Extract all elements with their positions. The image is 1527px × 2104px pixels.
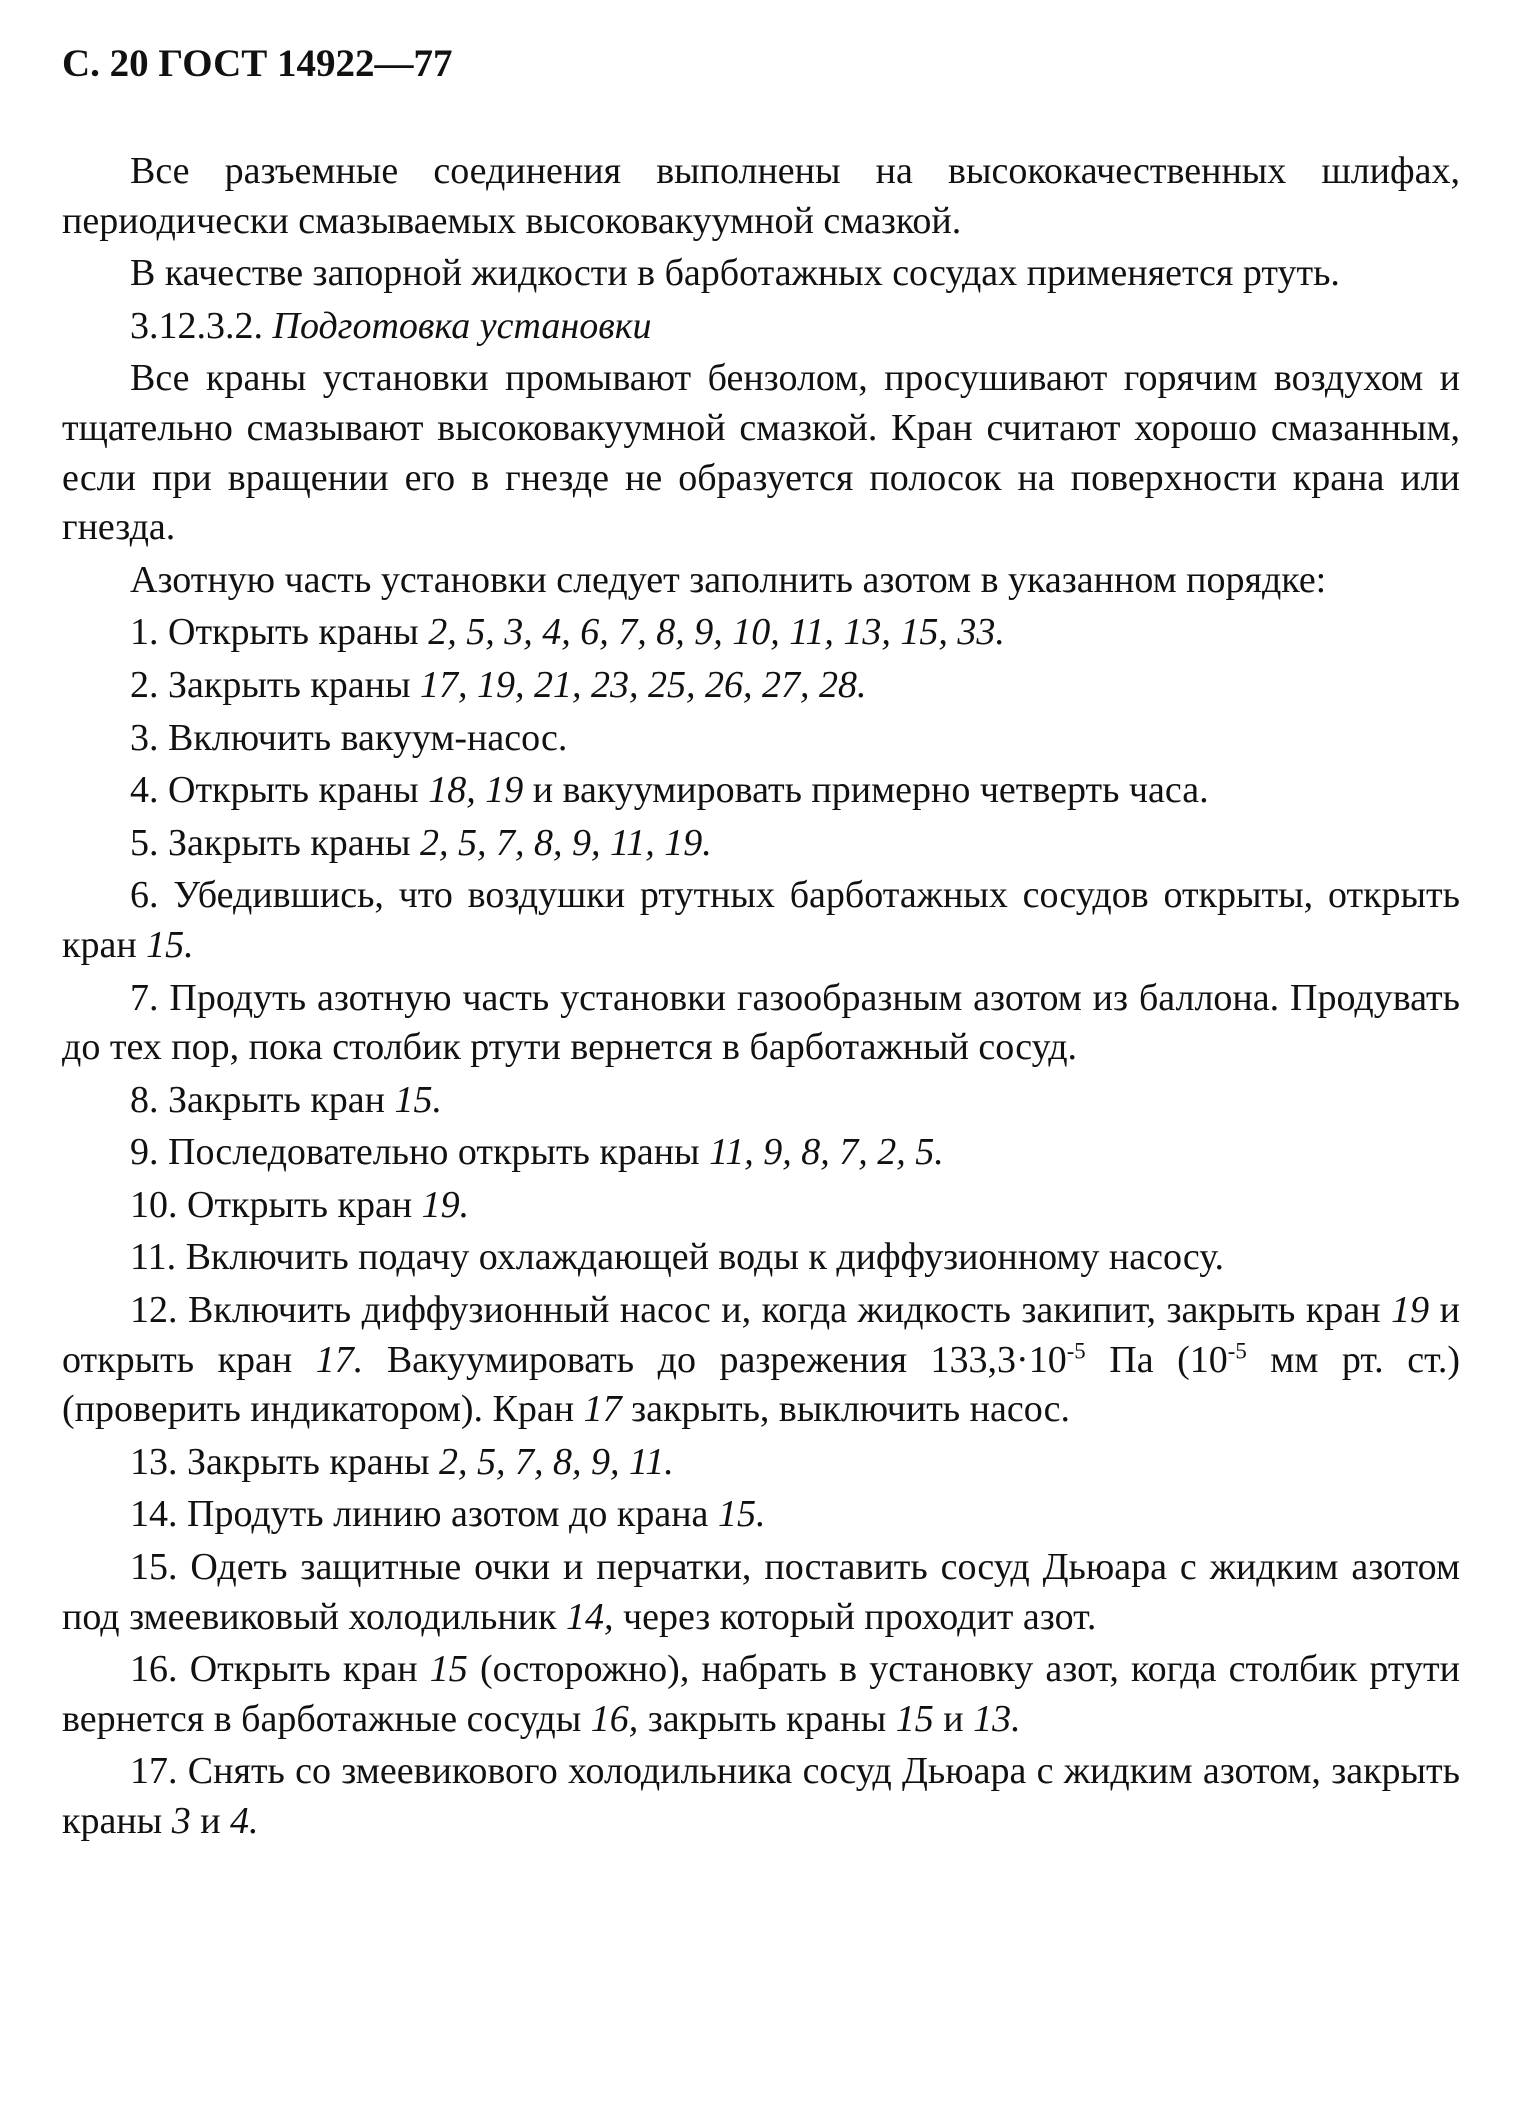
paragraph-p3	[62, 302, 1460, 352]
step-s3	[62, 714, 1460, 764]
step-s14	[62, 1490, 1460, 1540]
exponent: -5	[1066, 1338, 1086, 1363]
text-run: Азотную часть установки следует заполнить азотом в указанном порядке:	[130, 558, 1327, 601]
text-run: и вакуумировать примерно четверть часа.	[523, 769, 1209, 812]
text-run: В качестве запорной жидкости в барботажных сосудах применяется ртуть.	[130, 252, 1340, 295]
step-s15	[62, 1543, 1460, 1642]
step-s16	[62, 1645, 1460, 1744]
text-run: Па (10	[1085, 1338, 1228, 1381]
reference-number: 17	[583, 1388, 622, 1431]
text-run: 3. Включить вакуум-насос.	[130, 716, 568, 759]
text-run: закрыть, выключить насос.	[621, 1388, 1071, 1431]
step-s17	[62, 1747, 1460, 1846]
reference-number: 17.	[315, 1338, 364, 1381]
text-run: и	[190, 1800, 231, 1842]
exponent: -5	[1227, 1338, 1247, 1363]
paragraph-p2	[62, 249, 1460, 299]
text-run: Вакуумировать до разрежения 133,3·10	[363, 1338, 1067, 1381]
text-run: Все разъемные соединения выполнены на высококачественных шлифах, периодически смазываемых высоковакуумной смазкой.	[62, 150, 1460, 242]
reference-number: 15	[429, 1648, 468, 1691]
text-run: 9. Последовательно открыть краны	[130, 1131, 710, 1174]
text-run: 1. Открыть краны	[130, 611, 429, 654]
reference-number: 15	[895, 1697, 934, 1740]
reference-number: 15.	[394, 1078, 442, 1121]
step-s8	[62, 1076, 1460, 1126]
step-s10	[62, 1181, 1460, 1231]
text-run: 14. Продуть линию азотом до крана	[130, 1493, 718, 1536]
text-run: мм рт. ст.) (проверить индикатором). Кран	[62, 1338, 1460, 1431]
reference-number: Подготовка установки	[272, 304, 652, 347]
reference-number: 2, 5, 7, 8, 9, 11, 19.	[420, 821, 712, 864]
step-s4	[62, 766, 1460, 816]
reference-number: 4.	[230, 1800, 259, 1842]
reference-number: 15.	[146, 923, 194, 966]
text-run: 2. Закрыть краны	[130, 663, 421, 706]
reference-number: 3	[171, 1800, 191, 1842]
text-run: 3.12.3.2.	[130, 304, 273, 347]
document-page	[62, 40, 1460, 2080]
text-run: 7. Продуть азотную часть установки газообразным азотом из баллона. Продувать до тех пор, пока столбик ртути вернется в барботажный сосуд.	[62, 976, 1460, 1069]
reference-number: 13.	[973, 1697, 1021, 1740]
text-run: 11. Включить подачу охлаждающей воды к диффузионному насосу.	[130, 1236, 1224, 1279]
reference-number: 19.	[421, 1183, 470, 1226]
reference-number: 2, 5, 7, 8, 9, 11.	[439, 1440, 674, 1483]
text-run: Все краны установки промывают бензолом, просушивают горячим воздухом и тщательно смазывают высоковакуумной смазкой. Кран считают хорошо смазанным, если при вращении его в гнезде не образуется полосок на поверхности крана или гнезда.	[62, 357, 1460, 549]
step-s9	[62, 1128, 1460, 1178]
text-run: 13. Закрыть краны	[130, 1440, 440, 1483]
text-run: 5. Закрыть краны	[130, 821, 421, 864]
step-s7	[62, 974, 1460, 1073]
step-s1	[62, 608, 1460, 658]
step-s2	[62, 661, 1460, 711]
document-body	[62, 147, 1460, 1847]
text-run: 6. Убедившись, что воздушки ртутных барботажных сосудов открыты, открыть кран	[62, 874, 1460, 966]
step-s6	[62, 871, 1460, 970]
step-s12	[62, 1286, 1460, 1435]
text-run: 15. Одеть защитные очки и перчатки, поставить сосуд Дьюара с жидким азотом под змеевиковый холодильник	[62, 1546, 1460, 1638]
paragraph-p5	[62, 556, 1460, 606]
reference-number: 14,	[565, 1595, 614, 1638]
paragraph-p1	[62, 147, 1460, 246]
text-run: 16. Открыть кран	[130, 1648, 430, 1691]
reference-number: 16,	[590, 1697, 639, 1740]
text-run: через который проходит азот.	[613, 1595, 1097, 1638]
reference-number: 15.	[717, 1493, 766, 1536]
text-run: 12. Включить диффузионный насос и, когда жидкость закипит, закрыть кран	[130, 1289, 1392, 1332]
text-run: 17. Снять со змеевикового холодильника сосуд Дьюара с жидким азотом, закрыть краны	[62, 1750, 1460, 1842]
reference-number: 19	[1391, 1289, 1430, 1332]
reference-number: 18, 19	[428, 769, 524, 812]
text-run: 4. Открыть краны	[130, 769, 429, 812]
step-s11	[62, 1233, 1460, 1283]
paragraph-p4	[62, 354, 1460, 552]
text-run: 10. Открыть кран	[130, 1183, 422, 1226]
text-run: (осторожно), набрать в установку азот, когда столбик ртути вернется в барботажные сосуды	[62, 1648, 1460, 1740]
reference-number: 17, 19, 21, 23, 25, 26, 27, 28.	[420, 663, 867, 706]
step-s5	[62, 819, 1460, 869]
text-run: 8. Закрыть кран	[130, 1078, 395, 1121]
step-s13	[62, 1438, 1460, 1488]
text-run: и	[933, 1697, 974, 1740]
reference-number: 11, 9, 8, 7, 2, 5.	[709, 1131, 944, 1174]
reference-number: 2, 5, 3, 4, 6, 7, 8, 9, 10, 11, 13, 15, 33.	[428, 611, 1005, 654]
page-header: С. 20 ГОСТ 14922—77	[62, 42, 453, 85]
text-run: закрыть краны	[638, 1697, 896, 1740]
text-run: и открыть кран	[62, 1289, 1460, 1381]
